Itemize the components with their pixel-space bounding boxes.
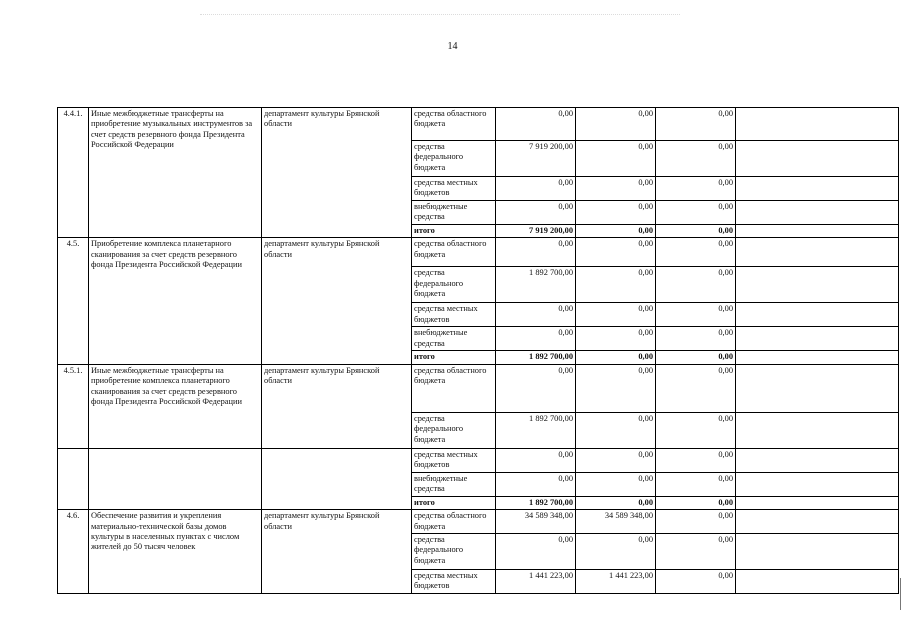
funding-source: средства федерального бюджета [412,141,496,177]
executor-name-empty [262,448,412,509]
table-row [58,238,899,267]
amount-cell: 0,00 [576,327,656,351]
amount-cell: 0,00 [656,201,736,225]
amount-cell: 1 441 223,00 [496,570,576,594]
amount-cell: 1 892 700,00 [496,267,576,303]
empty-cell [736,472,899,496]
amount-cell: 0,00 [576,303,656,327]
funding-source: средства местных бюджетов [412,177,496,201]
amount-cell: 0,00 [496,448,576,472]
amount-cell: 34 589 348,00 [576,510,656,534]
empty-cell [736,448,899,472]
amount-cell: 0,00 [656,177,736,201]
empty-cell [736,267,899,303]
item-number: 4.5. [58,238,89,364]
table-row [58,364,899,412]
funding-source: средства федерального бюджета [412,267,496,303]
page-number: 14 [447,41,458,52]
amount-cell: 0,00 [576,108,656,141]
amount-cell: 0,00 [576,141,656,177]
empty-cell [736,496,899,509]
table-row [58,510,899,534]
amount-cell: 0,00 [496,177,576,201]
funding-source: средства областного бюджета [412,364,496,412]
amount-cell: 0,00 [656,108,736,141]
funding-source: средства федерального бюджета [412,534,496,570]
budget-table [57,107,899,594]
amount-cell: 34 589 348,00 [496,510,576,534]
table-row [58,448,899,472]
amount-cell: 0,00 [576,267,656,303]
empty-cell [736,201,899,225]
amount-cell: 0,00 [656,327,736,351]
amount-cell: 0,00 [656,303,736,327]
amount-cell: 0,00 [656,510,736,534]
empty-cell [736,327,899,351]
executor-name: департамент культуры Брянской области [262,364,412,448]
amount-cell: 0,00 [576,351,656,364]
amount-cell: 0,00 [576,201,656,225]
funding-source: итого [412,351,496,364]
amount-cell: 0,00 [576,534,656,570]
empty-cell [736,303,899,327]
empty-cell [736,412,899,448]
amount-cell: 0,00 [496,238,576,267]
amount-cell: 0,00 [496,303,576,327]
funding-source: средства федерального бюджета [412,412,496,448]
amount-cell: 0,00 [496,327,576,351]
amount-cell: 0,00 [496,201,576,225]
empty-cell [736,108,899,141]
table-row [58,108,899,141]
amount-cell: 0,00 [576,448,656,472]
event-name: Иные межбюджетные трансферты на приобретение музыкальных инструментов за счет средств резервного фонда Президента Российской Федерации [89,108,262,238]
amount-cell: 0,00 [576,177,656,201]
amount-cell: 0,00 [656,225,736,238]
amount-cell: 0,00 [656,570,736,594]
amount-cell: 0,00 [656,141,736,177]
amount-cell: 0,00 [576,412,656,448]
funding-source: итого [412,225,496,238]
margin-mark [900,578,901,610]
event-name: Иные межбюджетные трансферты на приобретение комплекса планетарного сканирования за счет средств резервного фонда Президента Российской Федерации [89,364,262,448]
funding-source: средства областного бюджета [412,510,496,534]
amount-cell: 7 919 200,00 [496,225,576,238]
amount-cell: 0,00 [576,238,656,267]
funding-source: внебюджетные средства [412,327,496,351]
amount-cell: 0,00 [576,225,656,238]
empty-cell [736,351,899,364]
amount-cell: 0,00 [656,351,736,364]
amount-cell: 0,00 [576,496,656,509]
funding-source: средства местных бюджетов [412,303,496,327]
amount-cell: 1 892 700,00 [496,496,576,509]
empty-cell [736,534,899,570]
funding-source: средства областного бюджета [412,108,496,141]
empty-cell [736,225,899,238]
scan-artifact [200,14,680,21]
amount-cell: 0,00 [656,238,736,267]
event-name: Приобретение комплекса планетарного сканирования за счет средств резервного фонда Президента Российской Федерации [89,238,262,364]
executor-name: департамент культуры Брянской области [262,108,412,238]
amount-cell: 0,00 [576,472,656,496]
event-name-empty [89,448,262,509]
funding-source: внебюджетные средства [412,472,496,496]
amount-cell: 0,00 [496,472,576,496]
item-number: 4.5.1. [58,364,89,448]
amount-cell: 1 441 223,00 [576,570,656,594]
funding-source: итого [412,496,496,509]
item-number: 4.6. [58,510,89,594]
amount-cell: 0,00 [656,448,736,472]
amount-cell: 1 892 700,00 [496,412,576,448]
empty-cell [736,238,899,267]
amount-cell: 0,00 [656,364,736,412]
amount-cell: 0,00 [496,534,576,570]
funding-source: средства местных бюджетов [412,570,496,594]
empty-cell [736,570,899,594]
amount-cell: 7 919 200,00 [496,141,576,177]
executor-name: департамент культуры Брянской области [262,510,412,594]
funding-source: средства местных бюджетов [412,448,496,472]
amount-cell: 0,00 [496,364,576,412]
amount-cell: 1 892 700,00 [496,351,576,364]
amount-cell: 0,00 [656,267,736,303]
empty-cell [736,510,899,534]
amount-cell: 0,00 [576,364,656,412]
funding-source: внебюджетные средства [412,201,496,225]
amount-cell: 0,00 [656,496,736,509]
amount-cell: 0,00 [496,108,576,141]
empty-cell [736,364,899,412]
executor-name: департамент культуры Брянской области [262,238,412,364]
empty-cell [736,177,899,201]
empty-cell [736,141,899,177]
item-number-empty [58,448,89,509]
amount-cell: 0,00 [656,534,736,570]
funding-source: средства областного бюджета [412,238,496,267]
amount-cell: 0,00 [656,412,736,448]
event-name: Обеспечение развития и укрепления материально-технической базы домов культуры в населенных пунктах с числом жителей до 50 тысяч человек [89,510,262,594]
item-number: 4.4.1. [58,108,89,238]
amount-cell: 0,00 [656,472,736,496]
